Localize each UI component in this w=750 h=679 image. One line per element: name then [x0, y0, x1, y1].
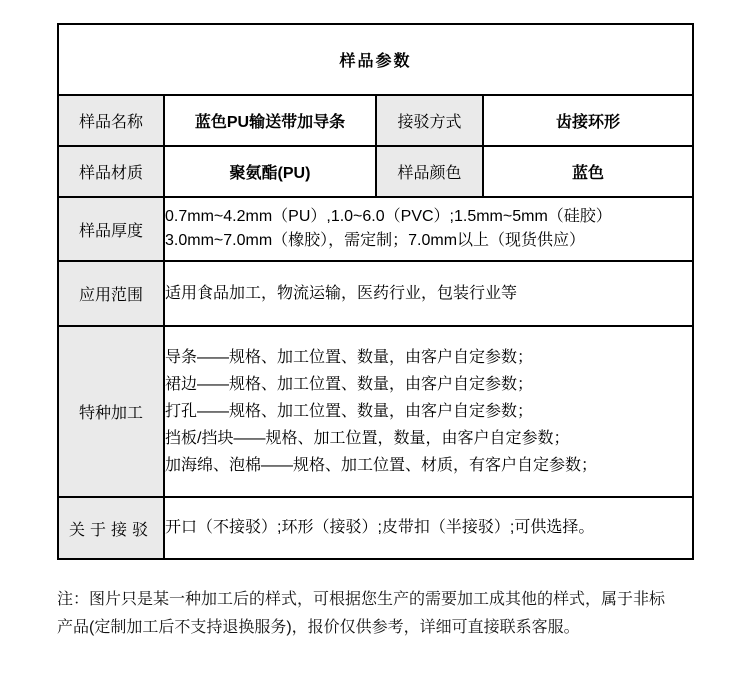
label-joint-method: 接驳方式: [376, 95, 483, 146]
footnote: [57, 586, 697, 642]
label-sample-name: 样品名称: [58, 95, 164, 146]
table-row: [58, 326, 693, 497]
value-sample-thickness: [164, 197, 693, 261]
table-row: [58, 497, 693, 559]
application-line: 适用食品加工，物流运输，医药行业，包装行业等: [165, 284, 518, 302]
footnote-line: 产品(定制加工后不支持退换服务)，报价仅供参考，详细可直接联系客服。: [57, 619, 580, 636]
table-row: [58, 95, 693, 146]
footnote-line: 注：图片只是某一种加工后的样式，可根据您生产的需要加工成其他的样式，属于非标: [57, 591, 666, 608]
table-row: [58, 197, 693, 261]
value-about-joint: [164, 497, 693, 559]
value-sample-name: 蓝色PU输送带加导条: [164, 95, 376, 146]
table-title-row: [58, 24, 693, 95]
label-sample-color: 样品颜色: [376, 146, 483, 197]
label-sample-thickness: 样品厚度: [58, 197, 164, 261]
special-processing-line: 裙边——规格、加工位置、数量，由客户自定参数；: [165, 376, 534, 393]
about-joint-line: 开口（不接驳）;环形（接驳）;皮带扣（半接驳）;可供选择。: [165, 519, 595, 536]
label-about-joint: 关于接驳: [58, 497, 164, 559]
special-processing-line: 打孔——规格、加工位置、数量，由客户自定参数；: [165, 403, 534, 420]
value-special-processing: [164, 326, 693, 497]
value-sample-material: 聚氨酯(PU): [164, 146, 376, 197]
table-row: [58, 146, 693, 197]
spec-table: [57, 23, 694, 560]
thickness-line: 0.7mm~4.2mm（PU）,1.0~6.0（PVC）;1.5mm~5mm（硅胶）: [165, 208, 612, 225]
special-processing-line: 导条——规格、加工位置、数量，由客户自定参数；: [165, 349, 534, 366]
label-sample-material: 样品材质: [58, 146, 164, 197]
thickness-line: 3.0mm~7.0mm（橡胶），需定制；7.0mm以上（现货供应）: [165, 232, 586, 249]
special-processing-line: 加海绵、泡棉——规格、加工位置、材质，有客户自定参数；: [165, 457, 598, 474]
value-sample-color: 蓝色: [483, 146, 693, 197]
table-row: [58, 261, 693, 326]
value-application-range: [164, 261, 693, 326]
label-application-range: 应用范围: [58, 261, 164, 326]
label-special-processing: 特种加工: [58, 326, 164, 497]
value-joint-method: 齿接环形: [483, 95, 693, 146]
special-processing-line: 挡板/挡块——规格、加工位置，数量，由客户自定参数；: [165, 430, 570, 447]
table-title: 样品参数: [58, 24, 693, 95]
